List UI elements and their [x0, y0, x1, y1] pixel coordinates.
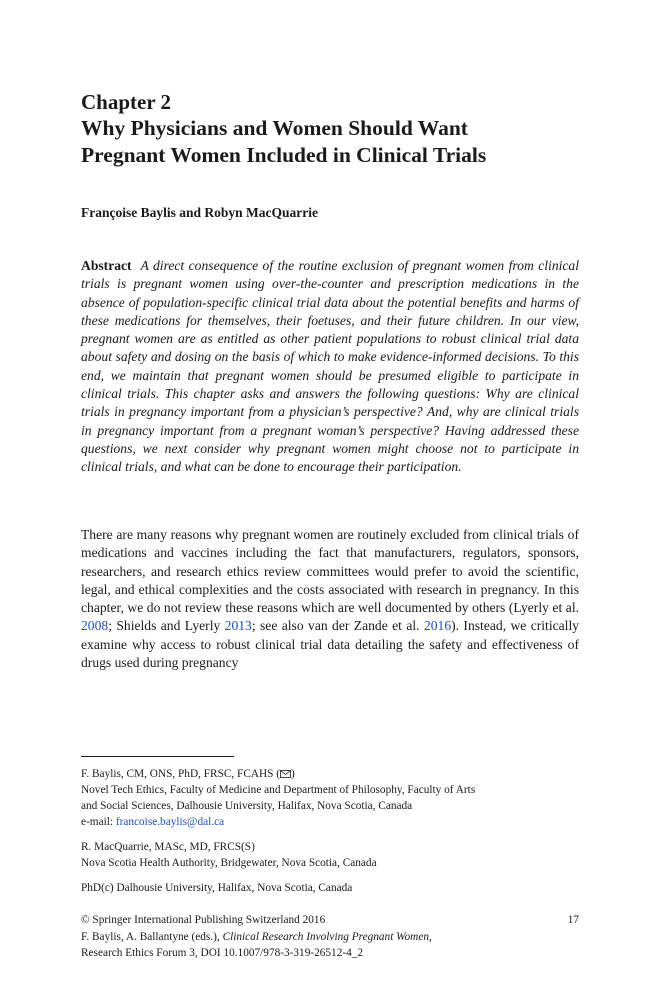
- body-text-4: ). Instead, we critically examine why access to robust clinical trial data detailing the safety and effectiveness of drugs used during pregnancy: [81, 618, 580, 671]
- author2-credentials: R. MacQuarrie, MASc, MD, FRCS(S): [81, 841, 255, 853]
- author1-credentials: [81, 766, 579, 782]
- email-link[interactable]: francoise.baylis@dal.ca: [115, 816, 225, 828]
- citation-editors: F. Baylis, A. Ballantyne (eds.),: [81, 930, 223, 943]
- citation-line: [81, 929, 579, 946]
- page: [81, 0, 579, 1000]
- author1-footnote: [81, 766, 579, 830]
- citation-link-2016[interactable]: 2016: [423, 618, 452, 634]
- chapter-label: Chapter 2: [81, 90, 172, 114]
- author2-affiliation-2: PhD(c) Dalhousie University, Halifax, Nova Scotia, Canada: [81, 882, 353, 894]
- citation-comma: ,: [429, 930, 432, 943]
- body-text-1: There are many reasons why pregnant women are routinely excluded from clinical trials of medications and vaccines including the fact that manufacturers, regulators, sponsors, researchers, and research ethics review committees would prefer to avoid the scientific, legal, and ethical complexities and the costs associated with research in pregnancy. In this chapter, we do not review these reasons which are well documented by others (Lyerly et al.: [81, 527, 579, 616]
- doi-line: Research Ethics Forum 3, DOI 10.1007/978-3-319-26512-4_2: [81, 947, 364, 959]
- author1-affiliation-2: and Social Sciences, Dalhousie University, Halifax, Nova Scotia, Canada: [81, 800, 413, 812]
- body-paragraph: [81, 526, 579, 672]
- author1-affiliation-1: Novel Tech Ethics, Faculty of Medicine and Department of Philosophy, Faculty of Arts: [81, 784, 476, 796]
- abstract-label: Abstract: [81, 258, 132, 273]
- author2-affiliation: Nova Scotia Health Authority, Bridgewater, Nova Scotia, Canada: [81, 857, 377, 869]
- citation-link-2013[interactable]: 2013: [224, 618, 252, 634]
- abstract: [81, 257, 579, 477]
- author2-footnote: [81, 839, 579, 871]
- author1-name-credentials: F. Baylis, CM, ONS, PhD, FRSC, FCAHS (: [81, 768, 281, 780]
- chapter-title-line-2: Pregnant Women Included in Clinical Trials: [81, 143, 487, 167]
- authors: Françoise Baylis and Robyn MacQuarrie: [81, 205, 318, 220]
- book-title: Clinical Research Involving Pregnant Women: [222, 930, 430, 943]
- author1-email-line: [81, 814, 579, 830]
- footnotes: [81, 766, 579, 896]
- footnote-divider: [81, 756, 234, 757]
- body-text-2: ; Shields and Lyerly: [108, 618, 225, 634]
- chapter-title-line-1: Why Physicians and Women Should Want: [81, 116, 468, 140]
- body-text-3: ; see also van der Zande et al.: [251, 618, 424, 634]
- abstract-text: A direct consequence of the routine exclusion of pregnant women from clinical trials is pregnant women using over-the-counter and prescription medications in the absence of population-specific clinical trial data about the potential benefits and harms of these medications for themselves, their foetuses, and their future children. In our view, pregnant women are as entitled as other patient populations to robust clinical trial data about safety and dosing on the basis of which to make evidence-informed decisions. To this end, we maintain that pregnant women should be presumed eligible to participate in clinical trials. This chapter asks and answers the following questions: Why are clinical trials in pregnancy important from a physician’s perspective? And, why are clinical trials in pregnancy important from a pregnant woman’s perspective? Having addressed these questions, we next consider why pregnant women might choose not to participate in clinical trials, and what can be done to encourage their participation.: [81, 258, 580, 475]
- page-number: 17: [567, 914, 579, 926]
- envelope-icon[interactable]: [280, 767, 291, 775]
- author1-credentials-close: ): [291, 768, 295, 780]
- chapter-title: [81, 115, 579, 169]
- citation-link-2008[interactable]: 2008: [81, 618, 109, 634]
- copyright-line: © Springer International Publishing Switzerland 2016: [81, 914, 326, 926]
- email-label: e-mail:: [81, 816, 116, 828]
- copyright-block: [81, 912, 579, 962]
